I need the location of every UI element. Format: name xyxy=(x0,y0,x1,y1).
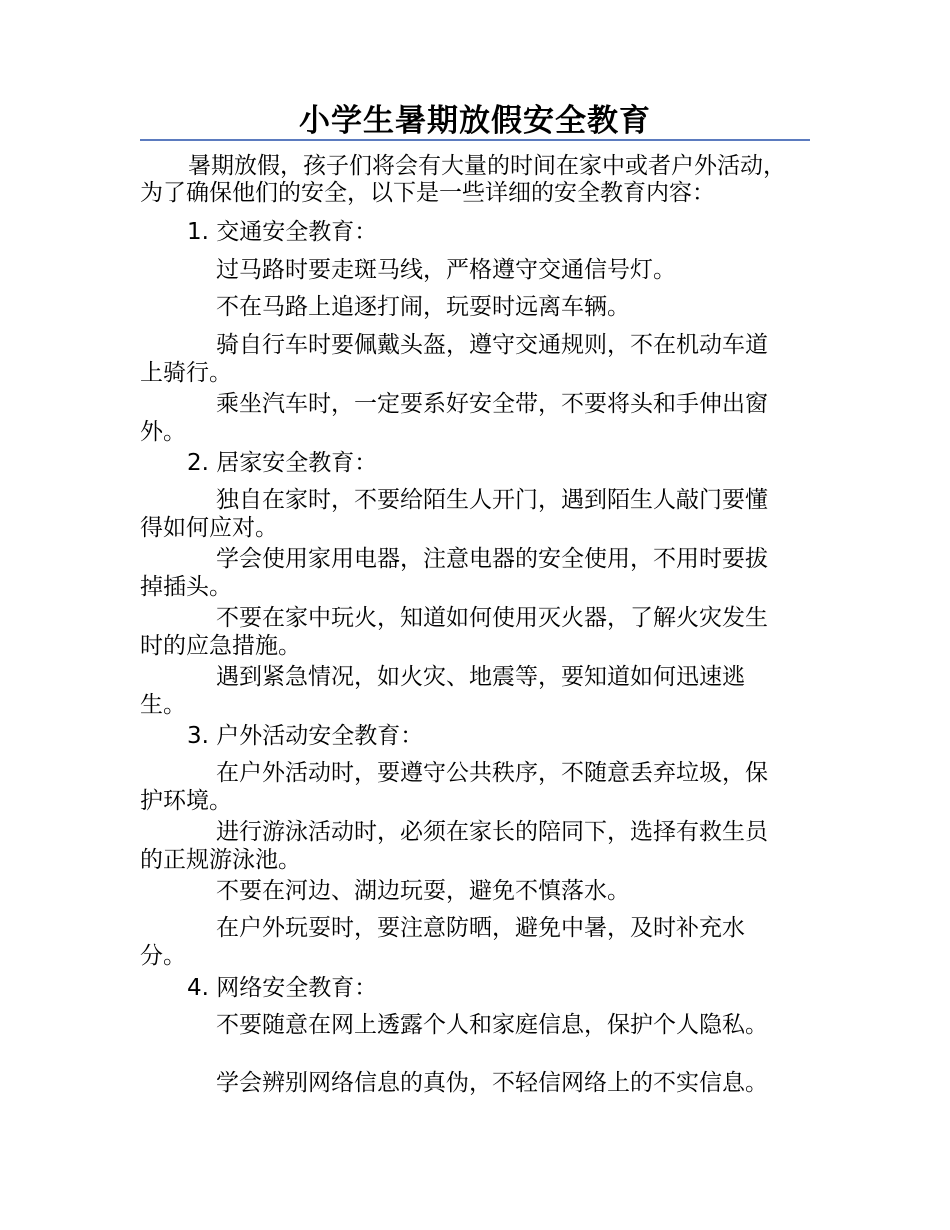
list-item: 遇到紧急情况，如火灾、地震等，要知道如何迅速逃生。 xyxy=(140,664,745,718)
section-heading-outdoor: 3. 户外活动安全教育： xyxy=(187,723,424,749)
list-item: 骑自行车时要佩戴头盔，遵守交通规则，不在机动车道上骑行。 xyxy=(140,332,768,386)
list-item: 不要在河边、湖边玩耍，避免不慎落水。 xyxy=(216,878,630,904)
list-item: 在户外玩耍时，要注意防晒，避免中暑，及时补充水分。 xyxy=(140,915,745,969)
list-item: 不要在家中玩火，知道如何使用灭火器，了解火灾发生时的应急措施。 xyxy=(140,605,768,659)
list-item: 进行游泳活动时，必须在家长的陪同下，选择有救生员的正规游泳池。 xyxy=(140,819,768,873)
page-title: 小学生暑期放假安全教育 xyxy=(299,103,651,139)
title-underline xyxy=(140,139,810,141)
list-item: 过马路时要走斑马线，严格遵守交通信号灯。 xyxy=(216,257,676,283)
list-item: 乘坐汽车时，一定要系好安全带，不要将头和手伸出窗外。 xyxy=(140,391,768,445)
list-item: 不要随意在网上透露个人和家庭信息，保护个人隐私。 xyxy=(216,1012,768,1038)
section-heading-traffic: 1. 交通安全教育： xyxy=(187,219,378,245)
list-item: 学会使用家用电器，注意电器的安全使用，不用时要拔掉插头。 xyxy=(140,546,768,600)
section-heading-internet: 4. 网络安全教育： xyxy=(187,975,378,1001)
list-item: 不在马路上追逐打闹，玩耍时远离车辆。 xyxy=(216,294,630,320)
section-heading-home: 2. 居家安全教育： xyxy=(187,450,378,476)
list-item: 独自在家时，不要给陌生人开门，遇到陌生人敲门要懂得如何应对。 xyxy=(140,487,768,541)
intro-paragraph: 暑期放假，孩子们将会有大量的时间在家中或者户外活动，为了确保他们的安全，以下是一些详细的安全教育内容： xyxy=(140,153,786,206)
list-item: 在户外活动时，要遵守公共秩序，不随意丢弃垃圾，保护环境。 xyxy=(140,760,768,814)
list-item: 学会辨别网络信息的真伪，不轻信网络上的不实信息。 xyxy=(216,1070,768,1096)
